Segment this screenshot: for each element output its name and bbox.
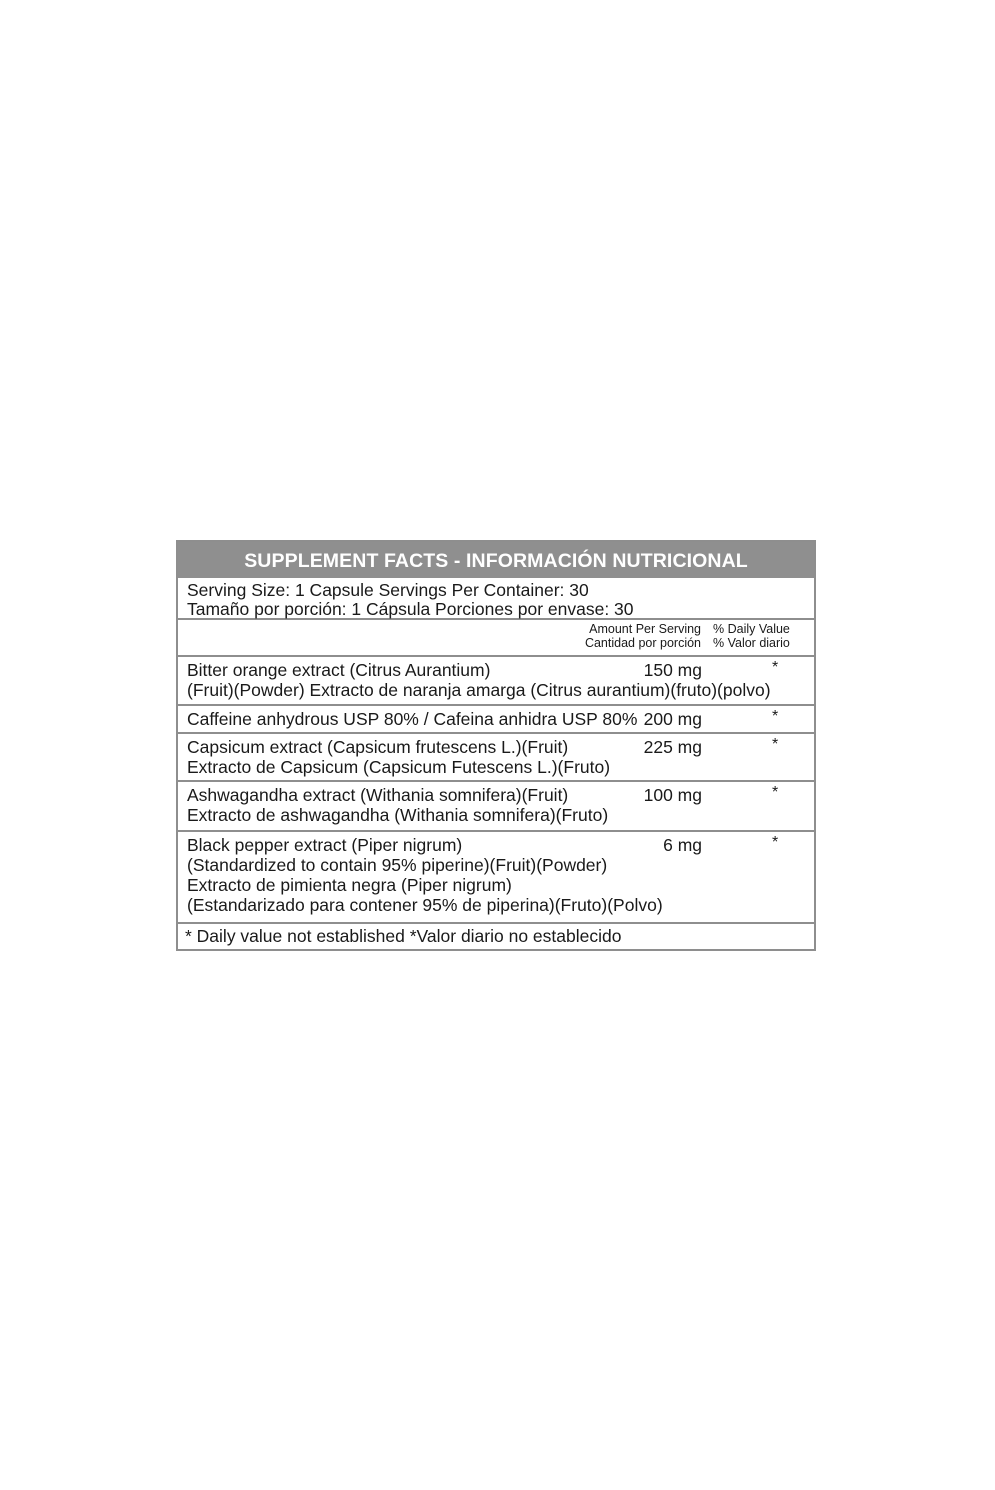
ingredient-daily-value: *: [772, 659, 779, 676]
daily-value-column-header: [713, 623, 790, 650]
ingredient-row: [178, 832, 814, 924]
serving-line-en: Serving Size: 1 Capsule Servings Per Container: 30: [187, 580, 589, 600]
ingredient-line: (Fruit)(Powder) Extracto de naranja amarga (Citrus aurantium)(fruto)(polvo): [187, 680, 771, 700]
dv-header-en: % Daily Value: [713, 622, 790, 636]
ingredient-line: Ashwagandha extract (Withania somnifera)(Fruit): [187, 785, 569, 805]
ingredient-description: [178, 734, 814, 777]
ingredient-line: Bitter orange extract (Citrus Aurantium): [187, 660, 491, 680]
column-headers: [178, 620, 814, 657]
ingredient-line: Extracto de ashwagandha (Withania somnifera)(Fruto): [187, 805, 609, 825]
ingredient-row: [178, 706, 814, 734]
ingredient-daily-value: *: [772, 784, 779, 801]
amount-header-en: Amount Per Serving: [589, 622, 701, 636]
ingredient-amount: 200 mg: [643, 709, 702, 729]
ingredient-daily-value: *: [772, 708, 779, 725]
ingredient-description: [178, 832, 814, 915]
ingredient-line: Extracto de pimienta negra (Piper nigrum): [187, 875, 512, 895]
ingredient-amount: 100 mg: [643, 785, 702, 805]
ingredient-row: [178, 734, 814, 782]
amount-column-header: [585, 623, 701, 650]
ingredient-description: [178, 706, 814, 729]
serving-info: [178, 578, 814, 620]
footnote: * Daily value not established *Valor diario no establecido: [185, 926, 622, 946]
supplement-facts-panel: [176, 540, 816, 951]
ingredient-row: [178, 657, 814, 706]
ingredient-amount: 150 mg: [643, 660, 702, 680]
ingredient-row: [178, 782, 814, 832]
ingredient-daily-value: *: [772, 736, 779, 753]
ingredient-line: (Estandarizado para contener 95% de piperina)(Fruto)(Polvo): [187, 895, 663, 915]
dv-header-es: % Valor diario: [713, 635, 790, 650]
ingredient-amount: 225 mg: [643, 737, 702, 757]
ingredient-line: Extracto de Capsicum (Capsicum Futescens L.)(Fruto): [187, 757, 611, 777]
ingredient-amount: 6 mg: [663, 835, 702, 855]
ingredient-line: Capsicum extract (Capsicum frutescens L.)(Fruit): [187, 737, 569, 757]
serving-line-es: Tamaño por porción: 1 Cápsula Porciones por envase: 30: [187, 599, 634, 619]
ingredient-line: Caffeine anhydrous USP 80% / Cafeina anhidra USP 80%: [187, 709, 638, 729]
ingredient-description: [178, 782, 814, 825]
ingredient-line: (Standardized to contain 95% piperine)(Fruit)(Powder): [187, 855, 608, 875]
ingredient-line: Black pepper extract (Piper nigrum): [187, 835, 463, 855]
panel-title: SUPPLEMENT FACTS - INFORMACIÓN NUTRICIONAL: [178, 542, 814, 578]
ingredient-description: [178, 657, 814, 700]
amount-header-es: Cantidad por porción: [584, 635, 701, 650]
ingredient-daily-value: *: [772, 834, 779, 851]
